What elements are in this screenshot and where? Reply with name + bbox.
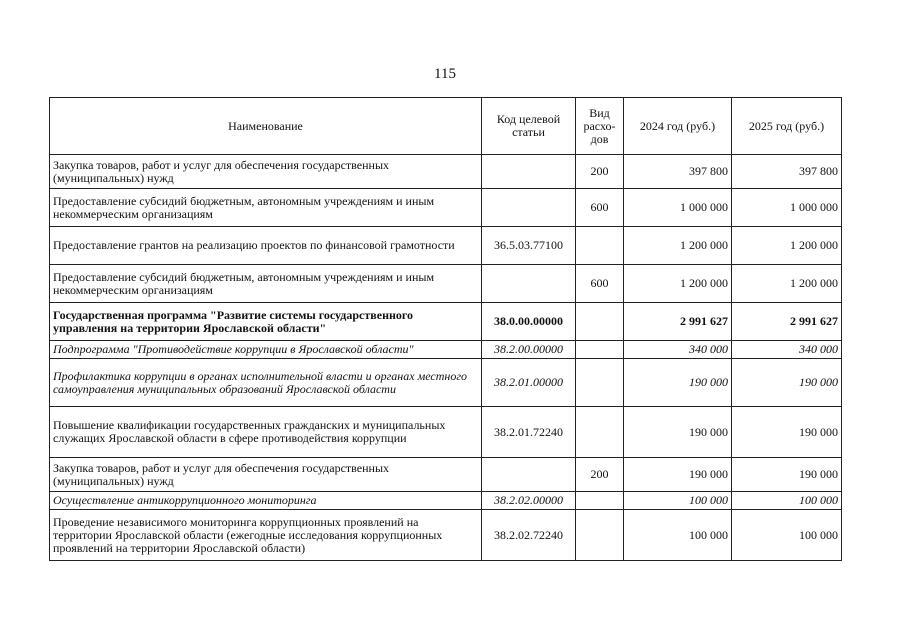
header-name: Наименование bbox=[50, 98, 482, 155]
row-code: 38.2.02.00000 bbox=[482, 492, 576, 510]
row-2024: 1 200 000 bbox=[624, 265, 732, 303]
table-row bbox=[50, 265, 842, 303]
budget-table bbox=[49, 97, 842, 561]
row-2024: 340 000 bbox=[624, 341, 732, 359]
row-code: 36.5.03.77100 bbox=[482, 227, 576, 265]
row-2024: 190 000 bbox=[624, 407, 732, 458]
row-code: 38.2.00.00000 bbox=[482, 341, 576, 359]
row-code: 38.2.02.72240 bbox=[482, 510, 576, 561]
header-kind: Вид расхо-дов bbox=[576, 98, 624, 155]
row-2024: 1 000 000 bbox=[624, 189, 732, 227]
table-row bbox=[50, 407, 842, 458]
page-number: 115 bbox=[434, 66, 456, 82]
row-name: Закупка товаров, работ и услуг для обеспечения государственных (муниципальных) нужд bbox=[50, 155, 482, 189]
table-row bbox=[50, 189, 842, 227]
table-row bbox=[50, 341, 842, 359]
row-2024: 1 200 000 bbox=[624, 227, 732, 265]
row-kind bbox=[576, 303, 624, 341]
row-2025: 1 200 000 bbox=[732, 265, 842, 303]
row-2025: 100 000 bbox=[732, 492, 842, 510]
row-name: Предоставление грантов на реализацию проектов по финансовой грамотности bbox=[50, 227, 482, 265]
row-name: Предоставление субсидий бюджетным, автономным учреждениям и иным некоммерческим организациям bbox=[50, 265, 482, 303]
row-kind: 600 bbox=[576, 265, 624, 303]
row-code bbox=[482, 155, 576, 189]
row-2024: 100 000 bbox=[624, 510, 732, 561]
row-kind bbox=[576, 510, 624, 561]
table-header-row bbox=[50, 98, 842, 155]
row-name: Государственная программа "Развитие системы государственного управления на территории Ярославской области" bbox=[50, 303, 482, 341]
row-2025: 190 000 bbox=[732, 407, 842, 458]
row-2025: 190 000 bbox=[732, 458, 842, 492]
row-2024: 100 000 bbox=[624, 492, 732, 510]
row-2025: 2 991 627 bbox=[732, 303, 842, 341]
row-code: 38.2.01.00000 bbox=[482, 359, 576, 407]
row-name: Закупка товаров, работ и услуг для обеспечения государственных (муниципальных) нужд bbox=[50, 458, 482, 492]
row-2025: 397 800 bbox=[732, 155, 842, 189]
row-code: 38.0.00.00000 bbox=[482, 303, 576, 341]
header-2025: 2025 год (руб.) bbox=[732, 98, 842, 155]
row-name: Повышение квалификации государственных гражданских и муниципальных служащих Ярославской области в сфере противодействия коррупции bbox=[50, 407, 482, 458]
row-2025: 190 000 bbox=[732, 359, 842, 407]
row-name: Осуществление антикоррупционного мониторинга bbox=[50, 492, 482, 510]
header-code: Код целевой статьи bbox=[482, 98, 576, 155]
row-name: Подпрограмма "Противодействие коррупции в Ярославской области" bbox=[50, 341, 482, 359]
table-row bbox=[50, 510, 842, 561]
row-code bbox=[482, 265, 576, 303]
row-name: Профилактика коррупции в органах исполнительной власти и органах местного самоуправления муниципальных образований Ярославской области bbox=[50, 359, 482, 407]
row-2025: 100 000 bbox=[732, 510, 842, 561]
row-name: Предоставление субсидий бюджетным, автономным учреждениям и иным некоммерческим организациям bbox=[50, 189, 482, 227]
header-2024: 2024 год (руб.) bbox=[624, 98, 732, 155]
row-kind bbox=[576, 492, 624, 510]
row-kind bbox=[576, 407, 624, 458]
row-kind bbox=[576, 359, 624, 407]
row-name: Проведение независимого мониторинга коррупционных проявлений на территории Ярославской области (ежегодные исследования коррупционных проявлений на территории Ярославской области) bbox=[50, 510, 482, 561]
row-kind bbox=[576, 227, 624, 265]
row-2024: 190 000 bbox=[624, 458, 732, 492]
table-row bbox=[50, 303, 842, 341]
table-row bbox=[50, 227, 842, 265]
row-code: 38.2.01.72240 bbox=[482, 407, 576, 458]
row-2025: 340 000 bbox=[732, 341, 842, 359]
row-code bbox=[482, 189, 576, 227]
row-2024: 397 800 bbox=[624, 155, 732, 189]
row-2025: 1 000 000 bbox=[732, 189, 842, 227]
row-kind: 200 bbox=[576, 458, 624, 492]
table-row bbox=[50, 458, 842, 492]
row-code bbox=[482, 458, 576, 492]
row-2024: 2 991 627 bbox=[624, 303, 732, 341]
table-row bbox=[50, 155, 842, 189]
row-kind: 200 bbox=[576, 155, 624, 189]
table-row bbox=[50, 492, 842, 510]
row-2024: 190 000 bbox=[624, 359, 732, 407]
table-row bbox=[50, 359, 842, 407]
row-kind: 600 bbox=[576, 189, 624, 227]
row-2025: 1 200 000 bbox=[732, 227, 842, 265]
row-kind bbox=[576, 341, 624, 359]
